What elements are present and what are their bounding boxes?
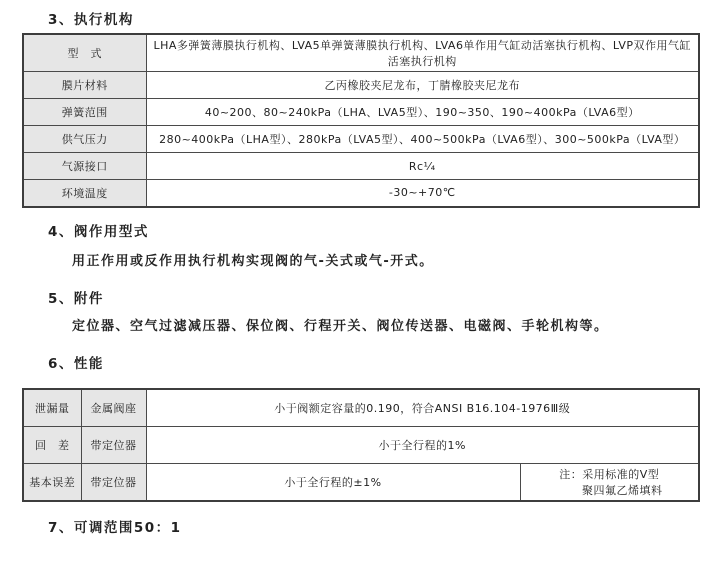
section-5-heading: 5、附件 [48,291,104,307]
perf-condition-cell: 带定位器 [81,463,146,501]
table-row [23,180,699,207]
spec-label-cell: 弹簧范围 [23,99,146,126]
spec-label-cell: 型 式 [23,34,146,72]
spec-value-cell: 280~400kPa（LHA型）、280kPa（LVA5型）、400~500kPa（LVA6型）、300~500kPa（LVA型） [146,126,699,153]
perf-category-cell: 基本误差 [23,463,81,501]
spec-value-cell: 40~200、80~240kPa（LHA、LVA5型）、190~350、190~400kPa（LVA6型） [146,99,699,126]
perf-condition-cell: 金属阀座 [81,389,146,426]
table-row [23,463,699,501]
perf-category-cell: 泄漏量 [23,389,81,426]
table-row [23,34,699,72]
spec-label-cell: 膜片材料 [23,72,146,99]
note-line-2: 聚四氟乙烯填料 [582,483,663,497]
section-7-heading: 7、可调范围50：1 [48,520,182,536]
table-row [23,126,699,153]
spec-label-cell: 气源接口 [23,153,146,180]
section-4-heading: 4、阀作用型式 [48,224,149,240]
spec-label-cell: 环境温度 [23,180,146,207]
table-row [23,99,699,126]
perf-value-cell: 小于阀额定容量的0.190，符合ANSI B16.104-1976Ⅲ级 [146,389,699,426]
spec-value-cell: Rc¹⁄₄ [146,153,699,180]
spec-label-cell: 供气压力 [23,126,146,153]
table-row [23,72,699,99]
actuator-spec-table [22,33,700,208]
spec-value-cell: -30~+70℃ [146,180,699,207]
perf-condition-cell: 带定位器 [81,426,146,463]
note-line-1: 注：采用标准的V型 [559,467,660,481]
section-4-body: 用正作用或反作用执行机构实现阀的气-关式或气-开式。 [72,254,434,269]
perf-value-cell: 小于全行程的±1% [146,463,520,501]
table-row [23,426,699,463]
spec-value-cell: 乙丙橡胶夹尼龙布，丁腈橡胶夹尼龙布 [146,72,699,99]
table-row [23,153,699,180]
section-5-body: 定位器、空气过滤减压器、保位阀、行程开关、阀位传送器、电磁阀、手轮机构等。 [72,319,609,334]
spec-value-cell: LHA多弹簧薄膜执行机构、LVA5单弹簧薄膜执行机构、LVA6单作用气缸动活塞执行机构、LVP双作用气缸活塞执行机构 [146,34,699,72]
perf-value-cell: 小于全行程的1% [146,426,699,463]
perf-category-cell: 回 差 [23,426,81,463]
table-row [23,389,699,426]
section-3-heading: 3、执行机构 [48,12,134,28]
section-6-heading: 6、性能 [48,356,104,372]
perf-note-cell [520,463,699,501]
performance-table [22,388,700,502]
